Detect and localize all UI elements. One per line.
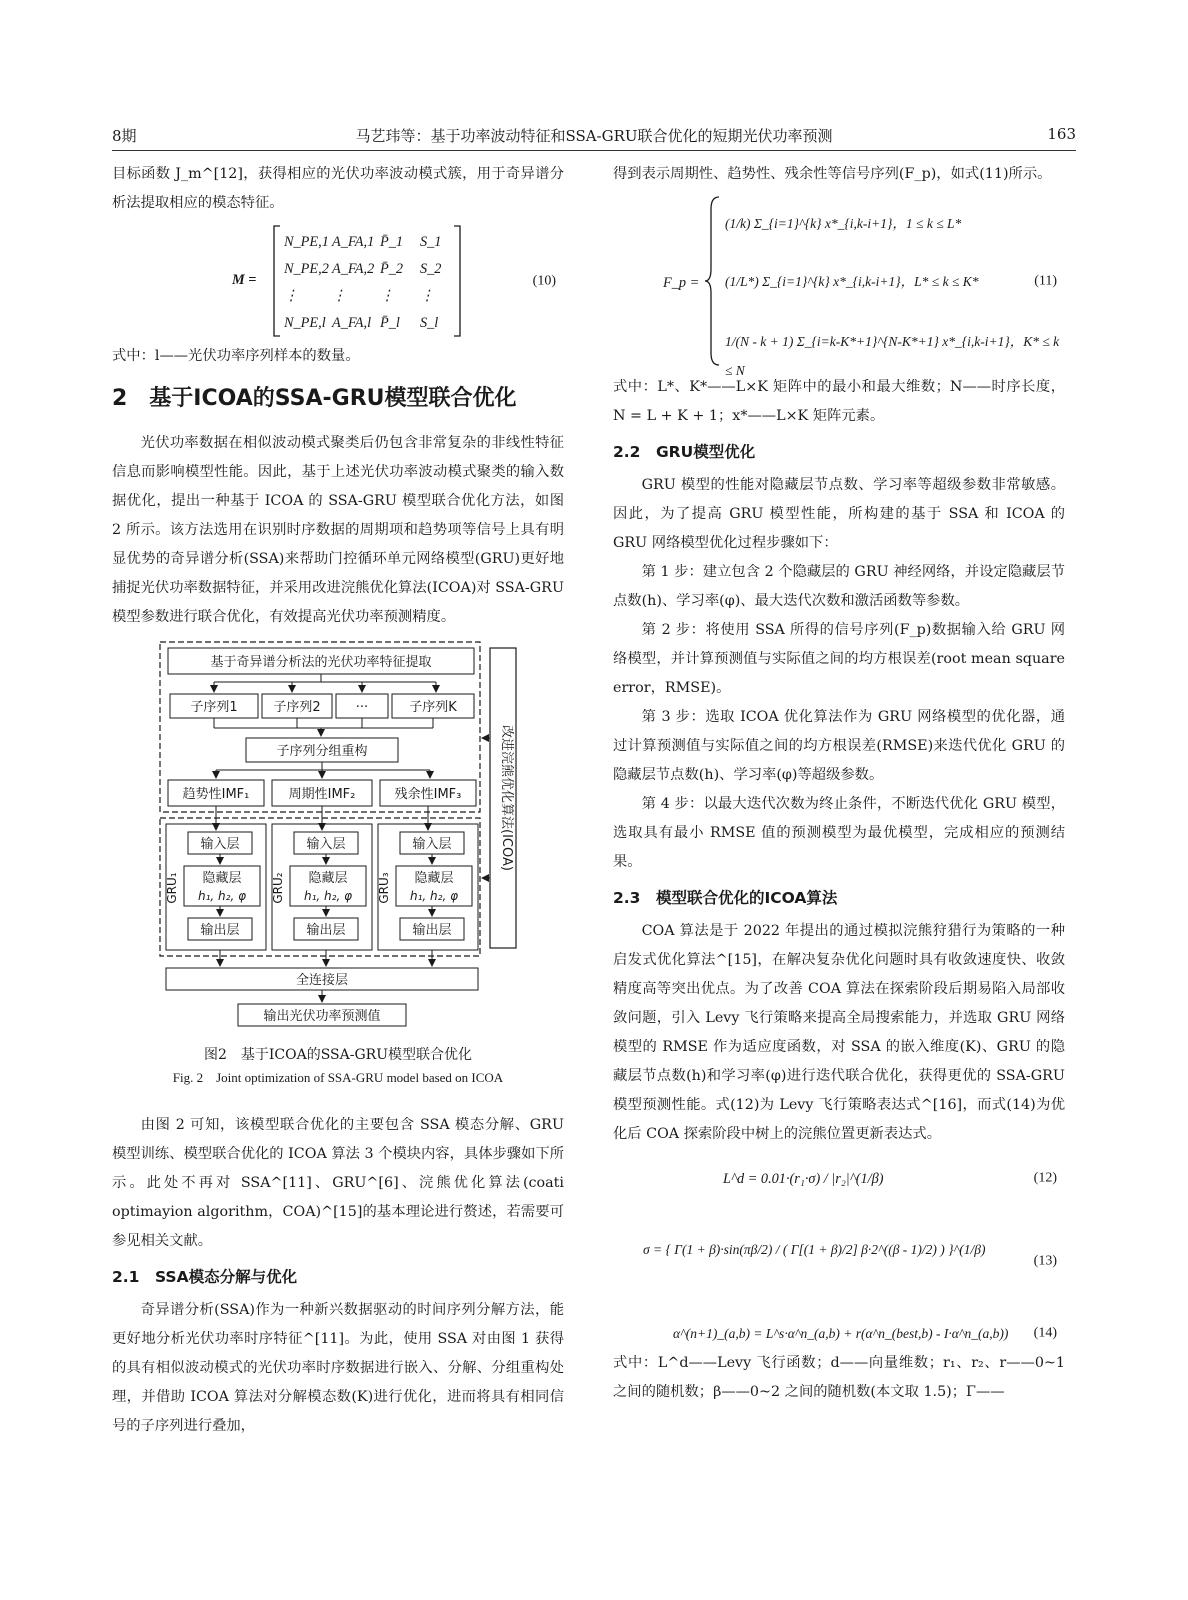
fc-layer-label: 全连接层 (295, 973, 349, 988)
imf-label-1: 趋势性IMF₁ (182, 787, 250, 802)
running-title: 马艺玮等：基于功率波动特征和SSA-GRU联合优化的短期光伏功率预测 (355, 127, 833, 145)
eq10-matrix (284, 228, 456, 336)
eq10-row (284, 228, 456, 255)
issue-number: 8期 (112, 127, 137, 145)
output-label: 输出光伏功率预测值 (263, 1009, 381, 1024)
ssa-feature-label: 基于奇异谱分析法的光伏功率特征提取 (210, 655, 432, 670)
eq10-cell: A_FA,l (332, 315, 372, 331)
section-23-heading: 2.3 模型联合优化的ICOA算法 (613, 889, 838, 907)
gru3-hidden-params: h₁, h₂, φ (409, 889, 459, 903)
regroup-label: 子序列分组重构 (276, 744, 368, 759)
section-2-heading: 2 基于ICOA的SSA-GRU模型联合优化 (112, 386, 517, 411)
eq10-cell: N_PE,l (284, 315, 326, 331)
eq10-cell: P̄_1 (380, 234, 404, 250)
eq10-cell: ⋮ (420, 288, 435, 304)
eq10-cell: ⋮ (332, 288, 347, 304)
running-header (112, 125, 1076, 149)
where-l: 式中：l——光伏功率序列样本的数量。 (112, 348, 360, 364)
right-column (613, 160, 1065, 1407)
step-1: 第 1 步：建立包含 2 个隐藏层的 GRU 神经网络，并设定隐藏层节点数(h)、学习率(φ)、最大迭代次数和激活函数等参数。 (613, 564, 1065, 609)
subseq-label-2: 子序列2 (273, 700, 321, 715)
eq11-number: (11) (1034, 273, 1057, 289)
gru2-hidden-label: 隐藏层 (308, 871, 348, 886)
continued-paragraph: 得到表示周期性、趋势性、残余性等信号序列(F_p)，如式(11)所示。 (613, 166, 1052, 182)
icoa-side-label: 改进浣熊优化算法(ICOA) (499, 725, 514, 871)
section-2-paragraph: 光伏功率数据在相似波动模式聚类后仍包含非常复杂的非线性特征信息而影响模型性能。因此，基于上述光伏功率波动模式聚类的输入数据优化，提出一种基于 ICOA 的 SSA-GRU 模型联合优化方法，如图 2 所示。该方法选用在识别时序数据的周期项和趋势项等信号上具有明显优势的奇异谱分析(SSA)来帮助门控循环单元网络模型(GRU)更好地捕捉光伏功率数据特征，并采用改进浣熊优化算法(ICOA)对 SSA-GRU 模型参数进行联合优化，有效提高光伏功率预测精度。 (112, 435, 564, 625)
eq10-cell: S_l (420, 315, 439, 331)
eq10-row (284, 255, 456, 282)
figure-2-diagram (112, 638, 564, 1030)
equation-12 (613, 1155, 1065, 1201)
eq12-formula: L^d = 0.01·(r₁·σ) / |r₂|^(1/β) (723, 1171, 884, 1187)
subseq-label-1: 子序列1 (190, 700, 238, 715)
step-4: 第 4 步：以最大迭代次数为终止条件，不断迭代优化 GRU 模型，选取具有最小 RMSE 值的预测模型为最优模型，完成相应的预测结果。 (613, 796, 1065, 870)
after-figure-paragraph: 由图 2 可知，该模型联合优化的主要包含 SSA 模态分解、GRU 模型训练、模型联合优化的 ICOA 算法 3 个模块内容，具体步骤如下所示。此处不再对 SSA^[11]、GRU^[6]、浣熊优化算法(coati optimayion algorithm，COA)^[15]的基本理论进行赘述，若需要可参见相关文献。 (112, 1117, 564, 1249)
eq10-cell: P̄_2 (380, 261, 404, 277)
eq11-lhs: F_p = (663, 275, 700, 291)
eq11-brace (703, 195, 723, 367)
eq10-row (284, 309, 456, 336)
eq10-cell: P̄_l (380, 315, 400, 331)
gru3-input-label: 输入层 (412, 837, 452, 852)
eq14-formula: α^(n+1)_(a,b) = L^s·α^n_(a,b) + r(α^n_(best,b) - I·α^n_(a,b)) (673, 1326, 1009, 1341)
figure-2 (112, 638, 564, 1089)
imf-label-2: 周期性IMF₂ (288, 787, 356, 802)
gru1-input-label: 输入层 (200, 837, 240, 852)
eq11-case-3: 1/(N - k + 1) Σ_{i=k-K*+1}^{N-K*+1} x*_{i,k-i+1}，K* ≤ k ≤ N (725, 334, 1060, 378)
eq10-cell: N_PE,1 (284, 234, 329, 250)
gru1-hidden-label: 隐藏层 (202, 871, 242, 886)
section-21-paragraph: 奇异谱分析(SSA)作为一种新兴数据驱动的时间序列分解方法，能更好地分析光伏功率时序特征^[11]。为此，使用 SSA 对由图 1 获得的具有相似波动模式的光伏功率时序数据进行嵌入、分解、分组重构处理，并借助 ICOA 算法对分解模态数(K)进行优化，进而将具有相同信号的子序列进行叠加， (112, 1302, 564, 1434)
header-rule (112, 150, 1076, 151)
figure-2-caption-cn: 图2 基于ICOA的SSA-GRU模型联合优化 (203, 1047, 473, 1063)
section-22-heading: 2.2 GRU模型优化 (613, 443, 756, 461)
subseq-label-k: 子序列K (409, 700, 457, 715)
eq11-case-1: (1/k) Σ_{i=1}^{k} x*_{i,k-i+1}，1 ≤ k ≤ L* (725, 216, 962, 231)
step-2: 第 2 步：将使用 SSA 所得的信号序列(F_p)数据输入给 GRU 网络模型，并计算预测值与实际值之间的均方根误差(root mean square error，RMSE)。 (613, 622, 1065, 696)
equation-10 (112, 222, 564, 340)
eq10-cell: ⋮ (284, 288, 299, 304)
gru3-hidden-label: 隐藏层 (414, 871, 454, 886)
eq13-number: (13) (1033, 1253, 1057, 1269)
section-23-paragraph: COA 算法是于 2022 年提出的通过模拟浣熊狩猎行为策略的一种启发式优化算法^[15]，在解决复杂优化问题时具有收敛速度快、收敛精度高等突出优点。为了改善 COA 算法在探索阶段后期易陷入局部收敛问题，引入 Levy 飞行策略来提高全局搜索能力，并选取 GRU 网络模型的 RMSE 作为适应度函数，对 SSA 的嵌入维度(K)、GRU 的隐藏层节点数(h)和学习率(φ)进行迭代联合优化，获得更优的 SSA-GRU 模型预测性能。式(12)为 Levy 飞行策略表达式^[16]，而式(14)为优化后 COA 探索阶段中树上的浣熊位置更新表达式。 (613, 923, 1065, 1142)
eq10-cell: N_PE,2 (284, 261, 329, 277)
left-column (112, 160, 564, 1441)
gru-label-2: GRU₂ (271, 872, 285, 904)
eq10-label: M = (232, 272, 257, 288)
eq10-cell: ⋮ (380, 288, 395, 304)
step-3: 第 3 步：选取 ICOA 优化算法作为 GRU 网络模型的优化器，通过计算预测值与实际值之间的均方根误差(RMSE)来迭代优化 GRU 的隐藏层节点数(h)、学习率(φ)等超级参数。 (613, 709, 1065, 783)
gru-label-1: GRU₁ (165, 872, 179, 904)
eq10-cell: S_2 (420, 261, 442, 277)
eq14-number: (14) (1033, 1325, 1057, 1341)
gru2-hidden-params: h₁, h₂, φ (303, 889, 353, 903)
gru3-output-label: 输出层 (412, 923, 452, 938)
section-21-heading: 2.1 SSA模态分解与优化 (112, 1268, 298, 1286)
section-22-paragraph: GRU 模型的性能对隐藏层节点数、学习率等超级参数非常敏感。因此，为了提高 GRU 模型性能，所构建的基于 SSA 和 ICOA 的 GRU 网络模型优化过程步骤如下： (613, 477, 1065, 551)
page-number: 163 (1047, 125, 1076, 143)
imf-label-3: 残余性IMF₃ (394, 787, 462, 802)
gru-label-3: GRU₃ (377, 872, 391, 904)
gru1-output-label: 输出层 (200, 923, 240, 938)
intro-paragraph: 目标函数 J_m^[12]，获得相应的光伏功率波动模式簇，用于奇异谱分析法提取相应的模态特征。 (112, 166, 564, 211)
eq10-number: (10) (532, 273, 556, 289)
where-14: 式中：L^d——Levy 飞行函数；d——向量维数；r₁、r₂、r——0~1 之间的随机数；β——0~2 之间的随机数(本文取 1.5)；Γ—— (613, 1355, 1065, 1400)
eq10-cell: A_FA,2 (332, 261, 375, 277)
eq12-number: (12) (1033, 1170, 1057, 1186)
eq10-cell: A_FA,1 (332, 234, 375, 250)
subseq-label-3: ··· (355, 700, 369, 715)
equation-11 (613, 193, 1065, 378)
gru2-input-label: 输入层 (306, 837, 346, 852)
gru2-output-label: 输出层 (306, 923, 346, 938)
equation-14 (613, 1317, 1065, 1349)
figure-2-caption-en: Fig. 2 Joint optimization of SSA-GRU model based on ICOA (172, 1070, 504, 1085)
eq13-formula: σ = { Γ(1 + β)·sin(πβ/2) / ( Γ[(1 + β)/2] β·2^((β - 1)/2) ) }^(1/β) (643, 1242, 986, 1257)
eq10-row (284, 282, 456, 309)
equation-13 (613, 1209, 1065, 1313)
eq11-case-2: (1/L*) Σ_{i=1}^{k} x*_{i,k-i+1}，L* ≤ k ≤ K* (725, 274, 979, 289)
where-11: 式中：L*、K*——L×K 矩阵中的最小和最大维数；N——时序长度，N = L + K + 1；x*——L×K 矩阵元素。 (613, 379, 1065, 424)
eq10-cell: S_1 (420, 234, 442, 250)
gru1-hidden-params: h₁, h₂, φ (197, 889, 247, 903)
